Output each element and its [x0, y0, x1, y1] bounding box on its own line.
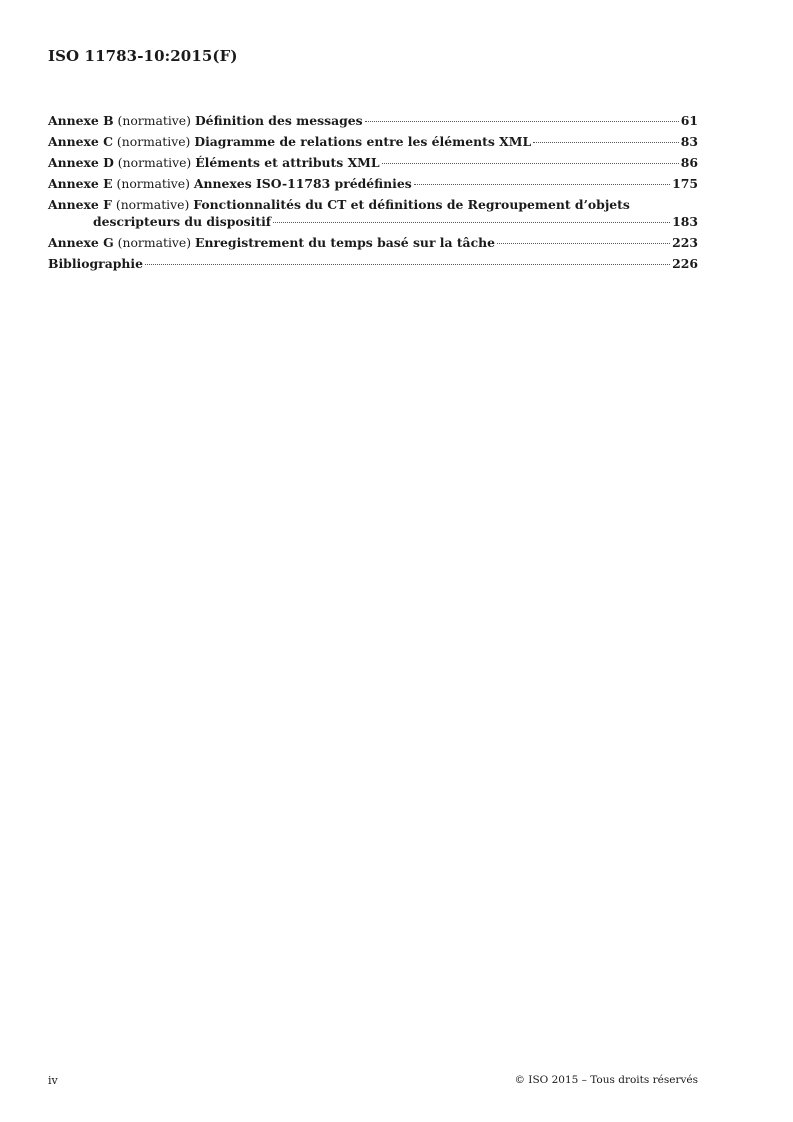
toc-entry-annex-d[interactable]	[48, 154, 698, 171]
toc-annex-type: (normative)	[117, 235, 192, 250]
toc-page-number: 223	[672, 235, 698, 250]
document-id-header: ISO 11783-10:2015(F)	[48, 47, 238, 65]
toc-page-number: 83	[680, 134, 698, 149]
toc-annex-label: Annexe C	[48, 134, 113, 149]
toc-entry-title: Fonctionnalités du CT et définitions de Regroupement d’objets	[193, 197, 630, 212]
footer-page-number: iv	[48, 1074, 58, 1087]
toc-leader-dots	[145, 264, 670, 265]
toc-leader-dots	[365, 121, 679, 122]
footer-copyright: © ISO 2015 – Tous droits réservés	[514, 1074, 698, 1086]
toc-leader-dots	[497, 243, 670, 244]
toc-entry-annex-c[interactable]	[48, 133, 698, 150]
toc-page-number: 175	[672, 176, 698, 191]
toc-leader-dots	[414, 184, 670, 185]
toc-entry-annex-g[interactable]	[48, 234, 698, 251]
toc-entry-annex-f[interactable]	[48, 196, 698, 230]
table-of-contents	[48, 112, 698, 276]
toc-annex-label: Annexe D	[48, 155, 114, 170]
toc-entry-title: Annexes ISO-11783 prédéfinies	[193, 176, 412, 191]
toc-entry-title: Éléments et attributs XML	[195, 155, 380, 170]
toc-leader-dots	[533, 142, 679, 143]
toc-page-number: 226	[672, 256, 698, 271]
toc-annex-type: (normative)	[117, 113, 191, 128]
toc-entry-title: Bibliographie	[48, 256, 144, 271]
toc-entry-title-continued: descripteurs du dispositif	[93, 214, 272, 229]
toc-annex-label: Annexe F	[48, 197, 112, 212]
toc-entry-title: Diagramme de relations entre les éléments XML	[194, 134, 532, 149]
toc-entry-annex-b[interactable]	[48, 112, 698, 129]
toc-annex-type: (normative)	[117, 155, 192, 170]
toc-entry-bibliography[interactable]	[48, 255, 698, 272]
toc-entry-title: Enregistrement du temps basé sur la tâche	[195, 235, 496, 250]
toc-leader-dots	[382, 163, 679, 164]
toc-annex-label: Annexe E	[48, 176, 113, 191]
toc-annex-type: (normative)	[116, 134, 191, 149]
toc-entry-annex-e[interactable]	[48, 175, 698, 192]
toc-page-number: 61	[680, 113, 698, 128]
toc-page-number: 86	[680, 155, 698, 170]
toc-annex-label: Annexe B	[48, 113, 114, 128]
toc-leader-dots	[273, 222, 670, 223]
toc-annex-label: Annexe G	[48, 235, 114, 250]
toc-page-number: 183	[672, 214, 698, 229]
toc-annex-type: (normative)	[115, 197, 190, 212]
toc-entry-title: Définition des messages	[194, 113, 363, 128]
toc-annex-type: (normative)	[116, 176, 190, 191]
